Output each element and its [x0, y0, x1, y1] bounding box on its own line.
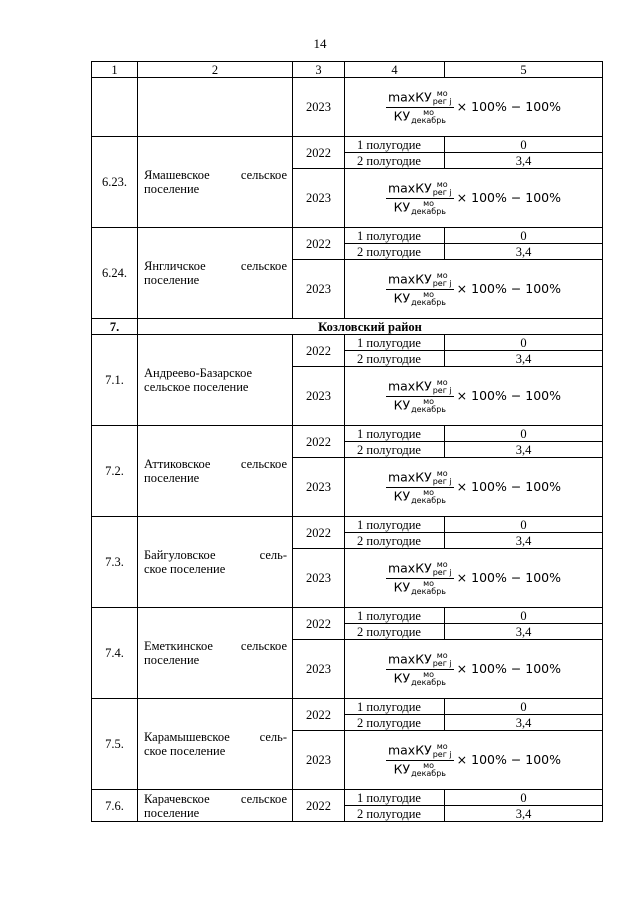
fraction-denominator: [392, 579, 448, 596]
formula-text: maxКУ: [387, 651, 432, 666]
settlement-name-line: поселение: [144, 182, 200, 196]
settlement-name-line: Андреево-Базарское: [144, 366, 253, 380]
formula-sup: мо: [423, 107, 435, 117]
region-name: Козловский район: [138, 319, 603, 335]
formula-tail: × 100% − 100%: [456, 661, 562, 676]
table-row: [92, 78, 603, 137]
formula-cell: [345, 260, 603, 319]
formula-sup: мо: [423, 760, 435, 770]
settlement-name: [138, 137, 293, 228]
fraction-denominator: [392, 199, 448, 216]
formula-sub: рег j: [432, 278, 452, 288]
settlement-name: [138, 608, 293, 699]
formula-text: maxКУ: [387, 560, 432, 575]
header-cell: 2: [138, 62, 293, 78]
period-value: 3,4: [445, 715, 603, 731]
table-row: [92, 426, 603, 442]
index: [433, 561, 452, 577]
formula: [386, 379, 561, 414]
formula-sub: декабрь: [411, 495, 447, 505]
period-value: 3,4: [445, 533, 603, 549]
index: [411, 671, 446, 687]
formula-sub: декабрь: [411, 115, 447, 125]
fraction-numerator: [386, 272, 454, 290]
formula: [386, 272, 561, 307]
fraction-denominator: [392, 488, 448, 505]
formula-sup: мо: [423, 396, 435, 406]
index: [433, 181, 452, 197]
section-number-empty: [92, 78, 138, 137]
settlement-name-line: Байгуловское сель-: [144, 548, 287, 562]
settlement-name-line: ское поселение: [144, 562, 226, 576]
fraction: [386, 652, 454, 687]
region-row: [92, 319, 603, 335]
year-cell: 2022: [293, 228, 345, 260]
fraction: [386, 561, 454, 596]
settlement-name-line: поселение: [144, 273, 200, 287]
year-cell: 2022: [293, 790, 345, 822]
table-row: [92, 608, 603, 624]
period-label: 1 полугодие: [345, 426, 445, 442]
fraction-numerator: [386, 652, 454, 670]
year-cell: 2022: [293, 608, 345, 640]
fraction-denominator: [392, 290, 448, 307]
section-number: 7.1.: [92, 335, 138, 426]
formula-sub: декабрь: [411, 404, 447, 414]
index: [411, 762, 446, 778]
settlement-name: [138, 228, 293, 319]
fraction-numerator: [386, 470, 454, 488]
header-row: [92, 62, 603, 78]
formula-sub: рег j: [432, 385, 452, 395]
table-row: [92, 517, 603, 533]
formula-sup: мо: [423, 669, 435, 679]
index: [411, 200, 446, 216]
period-label: 2 полугодие: [345, 715, 445, 731]
formula-text: КУ: [393, 670, 411, 685]
formula-sub: декабрь: [411, 768, 447, 778]
table-row: [92, 137, 603, 153]
formula-sup: мо: [436, 650, 448, 660]
settlement-name-line: Янгличское сельское: [144, 259, 287, 273]
year-cell: 2022: [293, 137, 345, 169]
fraction-denominator: [392, 761, 448, 778]
index: [433, 652, 452, 668]
formula-tail: × 100% − 100%: [456, 479, 562, 494]
formula-sub: декабрь: [411, 206, 447, 216]
settlement-name-line: Карачевское сельское: [144, 791, 287, 806]
index: [411, 580, 446, 596]
header-cell: 4: [345, 62, 445, 78]
period-label: 1 полугодие: [345, 335, 445, 351]
index: [433, 743, 452, 759]
formula-cell: [345, 78, 603, 137]
formula-text: КУ: [393, 488, 411, 503]
formula-sub: рег j: [432, 567, 452, 577]
period-label: 1 полугодие: [345, 699, 445, 715]
formula-text: maxКУ: [387, 742, 432, 757]
settlement-name: [138, 335, 293, 426]
formula-text: КУ: [393, 397, 411, 412]
settlement-name-line: Еметкинское сельское: [144, 639, 287, 653]
year-cell: 2023: [293, 260, 345, 319]
section-number: 7.4.: [92, 608, 138, 699]
table-row: [92, 790, 603, 806]
settlement-name: [138, 699, 293, 790]
period-label: 2 полугодие: [345, 244, 445, 260]
formula-sub: рег j: [432, 96, 452, 106]
formula: [386, 90, 561, 125]
settlement-name-line: сельское поселение: [144, 380, 249, 394]
formula-sup: мо: [436, 741, 448, 751]
period-value: 3,4: [445, 624, 603, 640]
fraction: [386, 272, 454, 307]
index: [411, 398, 446, 414]
fraction: [386, 90, 454, 125]
formula-tail: × 100% − 100%: [456, 570, 562, 585]
fraction-numerator: [386, 743, 454, 761]
formula-tail: × 100% − 100%: [456, 190, 562, 205]
formula-text: maxКУ: [387, 271, 432, 286]
period-value: 3,4: [445, 442, 603, 458]
formula: [386, 181, 561, 216]
year-cell: 2023: [293, 367, 345, 426]
fraction-denominator: [392, 108, 448, 125]
table-row: [92, 699, 603, 715]
formula-cell: [345, 731, 603, 790]
formula-cell: [345, 367, 603, 426]
formula-sub: декабрь: [411, 586, 447, 596]
section-number: 7.3.: [92, 517, 138, 608]
year-cell: 2023: [293, 169, 345, 228]
index: [411, 489, 446, 505]
table-row: [92, 228, 603, 244]
period-label: 1 полугодие: [345, 790, 445, 806]
settlement-name-empty: [138, 78, 293, 137]
period-label: 2 полугодие: [345, 153, 445, 169]
formula-tail: × 100% − 100%: [456, 388, 562, 403]
settlement-name-line: поселение: [144, 805, 200, 820]
year-cell: 2023: [293, 458, 345, 517]
fraction-numerator: [386, 561, 454, 579]
section-number: 7.6.: [92, 790, 138, 822]
formula-text: КУ: [393, 290, 411, 305]
index: [433, 379, 452, 395]
formula-sub: рег j: [432, 187, 452, 197]
settlement-name-line: Аттиковское сельское: [144, 457, 287, 471]
formula-sub: рег j: [432, 476, 452, 486]
period-value: 0: [445, 137, 603, 153]
formula-cell: [345, 549, 603, 608]
index: [411, 109, 446, 125]
fraction-numerator: [386, 379, 454, 397]
fraction: [386, 470, 454, 505]
formula-sup: мо: [436, 179, 448, 189]
page-number: 14: [313, 36, 327, 51]
period-label: 2 полугодие: [345, 533, 445, 549]
region-number: 7.: [92, 319, 138, 335]
period-label: 2 полугодие: [345, 351, 445, 367]
formula-sub: рег j: [432, 749, 452, 759]
period-label: 1 полугодие: [345, 608, 445, 624]
fraction-denominator: [392, 670, 448, 687]
year-cell: 2023: [293, 731, 345, 790]
formula-text: КУ: [393, 579, 411, 594]
formula-sup: мо: [423, 198, 435, 208]
formula-sup: мо: [436, 468, 448, 478]
header-cell: 1: [92, 62, 138, 78]
index: [411, 291, 446, 307]
formula-sub: рег j: [432, 658, 452, 668]
period-value: 3,4: [445, 153, 603, 169]
period-value: 3,4: [445, 806, 603, 822]
period-value: 0: [445, 335, 603, 351]
section-number: 6.23.: [92, 137, 138, 228]
table-row: [92, 335, 603, 351]
settlement-name-line: Карамышевское сель-: [144, 730, 287, 744]
period-value: 0: [445, 699, 603, 715]
formula-cell: [345, 169, 603, 228]
period-label: 1 полугодие: [345, 228, 445, 244]
section-number: 7.2.: [92, 426, 138, 517]
period-label: 2 полугодие: [345, 624, 445, 640]
period-value: 0: [445, 790, 603, 806]
formula-sup: мо: [436, 88, 448, 98]
formula-cell: [345, 640, 603, 699]
year-cell: 2022: [293, 335, 345, 367]
settlement-name-line: Ямашевское сельское: [144, 168, 287, 182]
formula: [386, 470, 561, 505]
period-label: 2 полугодие: [345, 442, 445, 458]
period-value: 3,4: [445, 351, 603, 367]
formula-text: КУ: [393, 108, 411, 123]
period-value: 0: [445, 517, 603, 533]
year-cell: 2023: [293, 549, 345, 608]
fraction: [386, 379, 454, 414]
period-value: 0: [445, 608, 603, 624]
header-cell: 3: [293, 62, 345, 78]
header-cell: 5: [445, 62, 603, 78]
fraction: [386, 743, 454, 778]
period-label: 1 полугодие: [345, 137, 445, 153]
fraction-numerator: [386, 181, 454, 199]
year-cell: 2022: [293, 699, 345, 731]
formula-text: maxКУ: [387, 89, 432, 104]
period-value: 0: [445, 228, 603, 244]
formula-text: КУ: [393, 199, 411, 214]
formula: [386, 561, 561, 596]
formula-sup: мо: [436, 559, 448, 569]
year-cell: 2023: [293, 78, 345, 137]
settlement-name: [138, 426, 293, 517]
formula: [386, 743, 561, 778]
formula-text: maxКУ: [387, 469, 432, 484]
formula-sup: мо: [423, 487, 435, 497]
section-number: 6.24.: [92, 228, 138, 319]
settlement-name-line: поселение: [144, 471, 200, 485]
formula-sub: декабрь: [411, 297, 447, 307]
index: [433, 470, 452, 486]
formula-sub: декабрь: [411, 677, 447, 687]
year-cell: 2022: [293, 517, 345, 549]
period-label: 2 полугодие: [345, 806, 445, 822]
year-cell: 2023: [293, 640, 345, 699]
formula-tail: × 100% − 100%: [456, 99, 562, 114]
formula-sup: мо: [423, 578, 435, 588]
formula-tail: × 100% − 100%: [456, 752, 562, 767]
formula-tail: × 100% − 100%: [456, 281, 562, 296]
formula-text: maxКУ: [387, 378, 432, 393]
formula: [386, 652, 561, 687]
settlement-name: [138, 790, 293, 822]
formula-text: КУ: [393, 761, 411, 776]
fraction-numerator: [386, 90, 454, 108]
formula-sup: мо: [436, 270, 448, 280]
fraction: [386, 181, 454, 216]
formula-text: maxКУ: [387, 180, 432, 195]
period-value: 3,4: [445, 244, 603, 260]
formula-sup: мо: [423, 289, 435, 299]
settlement-name-line: ское поселение: [144, 744, 226, 758]
formula-sup: мо: [436, 377, 448, 387]
period-label: 1 полугодие: [345, 517, 445, 533]
index: [433, 272, 452, 288]
fraction-denominator: [392, 397, 448, 414]
settlement-name: [138, 517, 293, 608]
index: [433, 90, 452, 106]
settlement-name-line: поселение: [144, 653, 200, 667]
section-number: 7.5.: [92, 699, 138, 790]
formula-cell: [345, 458, 603, 517]
period-value: 0: [445, 426, 603, 442]
tariff-table: [91, 61, 603, 822]
year-cell: 2022: [293, 426, 345, 458]
